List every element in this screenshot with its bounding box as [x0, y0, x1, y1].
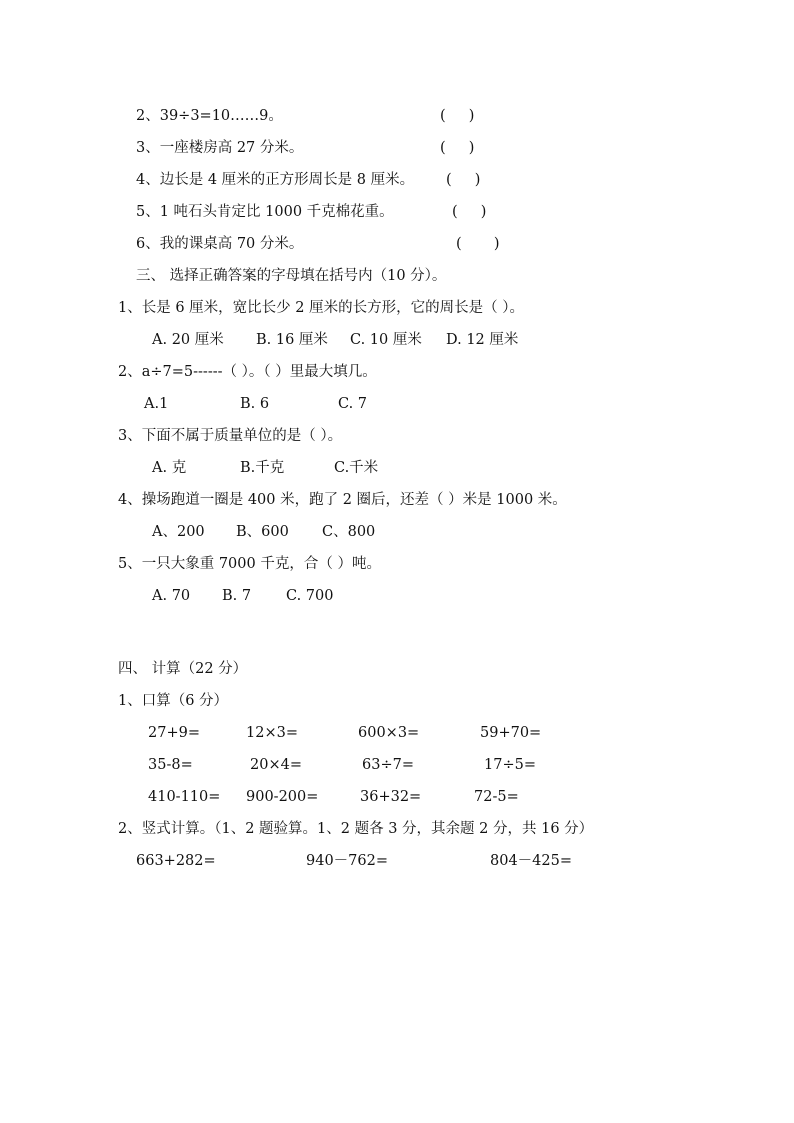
option-a[interactable]: A. 克	[152, 460, 187, 476]
oral-problem: 72-5=	[474, 789, 519, 805]
judge-item-2: 2、39÷3=10……9。	[136, 108, 283, 124]
option-d[interactable]: D. 12 厘米	[446, 332, 519, 348]
option-c[interactable]: C. 10 厘米	[350, 332, 422, 348]
question-4: 4、操场跑道一圈是 400 米，跑了 2 圈后，还差（ ）米是 1000 米。	[118, 492, 567, 508]
answer-paren[interactable]: ( )	[452, 204, 487, 220]
vertical-problem: 663+282=	[136, 853, 216, 869]
option-c[interactable]: C.千米	[334, 460, 379, 476]
option-c[interactable]: C、800	[322, 524, 376, 540]
option-a[interactable]: A. 20 厘米	[152, 332, 224, 348]
oral-problem: 20×4=	[250, 757, 302, 773]
section-title: 三、 选择正确答案的字母填在括号内（10 分）。	[136, 268, 447, 284]
oral-problem: 600×3=	[358, 725, 420, 741]
option-c[interactable]: C. 7	[338, 396, 368, 412]
vertical-problem: 804－425=	[490, 853, 573, 869]
vertical-problem: 940－762=	[306, 853, 389, 869]
section-title: 四、 计算（22 分）	[118, 661, 248, 677]
judge-item-6: 6、我的课桌高 70 分米。	[136, 236, 304, 252]
answer-paren[interactable]: ( )	[440, 140, 475, 156]
oral-problem: 59+70=	[480, 725, 542, 741]
oral-problem: 12×3=	[246, 725, 298, 741]
question-3: 3、下面不属于质量单位的是（ ）。	[118, 428, 343, 444]
oral-problem: 410-110=	[148, 789, 221, 805]
option-b[interactable]: B. 7	[222, 588, 252, 604]
oral-problem: 35-8=	[148, 757, 193, 773]
oral-problem: 36+32=	[360, 789, 422, 805]
question-2: 2、a÷7=5------（ ）。（ ）里最大填几。	[118, 364, 377, 380]
option-a[interactable]: A.1	[144, 396, 169, 412]
judge-item-5: 5、1 吨石头肯定比 1000 千克棉花重。	[136, 204, 394, 220]
answer-paren[interactable]: ( )	[446, 172, 481, 188]
oral-calc-title: 1、口算（6 分）	[118, 693, 229, 709]
option-b[interactable]: B. 16 厘米	[256, 332, 328, 348]
judge-item-3: 3、一座楼房高 27 分米。	[136, 140, 304, 156]
vertical-calc-title: 2、竖式计算。（1、2 题验算。1、2 题各 3 分，其余题 2 分，共 16 分）	[118, 821, 594, 837]
option-b[interactable]: B、600	[236, 524, 289, 540]
option-a[interactable]: A、200	[152, 524, 205, 540]
option-c[interactable]: C. 700	[286, 588, 334, 604]
judge-item-4: 4、边长是 4 厘米的正方形周长是 8 厘米。	[136, 172, 415, 188]
question-5: 5、一只大象重 7000 千克，合（ ）吨。	[118, 556, 381, 572]
answer-paren[interactable]: ( )	[440, 108, 475, 124]
option-b[interactable]: B. 6	[240, 396, 270, 412]
answer-paren[interactable]: ( )	[456, 236, 500, 252]
option-b[interactable]: B.千克	[240, 460, 285, 476]
oral-problem: 900-200=	[246, 789, 319, 805]
option-a[interactable]: A. 70	[152, 588, 191, 604]
oral-problem: 17÷5=	[484, 757, 536, 773]
oral-problem: 27+9=	[148, 725, 200, 741]
question-1: 1、长是 6 厘米，宽比长少 2 厘米的长方形，它的周长是（ ）。	[118, 300, 524, 316]
oral-problem: 63÷7=	[362, 757, 414, 773]
